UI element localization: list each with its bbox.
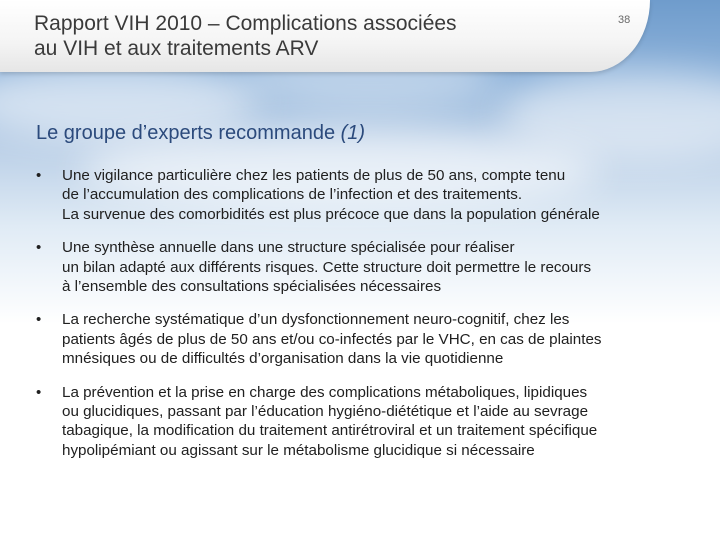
- title-line: Rapport VIH 2010 – Complications associées: [34, 12, 457, 35]
- item-line: Une vigilance particulière chez les patients de plus de 50 ans, compte tenu: [62, 167, 566, 184]
- item-line: La recherche systématique d’un dysfonctionnement neuro-cognitif, chez les: [62, 311, 570, 329]
- slide-title: [34, 11, 574, 61]
- bullet-icon: •: [36, 167, 42, 184]
- title-line: au VIH et aux traitements ARV: [34, 37, 319, 60]
- item-line: patients âgés de plus de 50 ans et/ou co-infectés par le VHC, en cas de plaintes: [62, 330, 602, 348]
- bullet-icon: •: [36, 383, 42, 401]
- title-banner: [0, 0, 650, 72]
- item-line: ou glucidiques, passant par l’éducation hygiéno-diététique et l’aide au sevrage: [62, 403, 589, 421]
- list-item: [36, 166, 706, 224]
- item-line: hypolipémiant ou agissant sur le métabolisme glucidique si nécessaire: [62, 441, 535, 459]
- bullet-icon: •: [36, 239, 42, 257]
- heading-note: (1): [340, 122, 366, 144]
- list-item: [36, 310, 706, 368]
- item-line: Une synthèse annuelle dans une structure spécialisée pour réaliser: [62, 239, 515, 257]
- page-number: 38: [618, 14, 631, 26]
- item-line: La survenue des comorbidités est plus précoce que dans la population générale: [62, 205, 600, 223]
- item-line: à l’ensemble des consultations spécialisées nécessaires: [62, 278, 442, 296]
- list-item: [36, 238, 706, 296]
- heading-text: Le groupe d’experts recommande: [36, 122, 336, 144]
- item-line: tabagique, la modification du traitement antirétroviral et un traitement spécifique: [62, 422, 598, 440]
- list-item: [36, 383, 706, 461]
- bullet-icon: •: [36, 311, 42, 329]
- item-line: La prévention et la prise en charge des complications métaboliques, lipidiques: [62, 383, 588, 401]
- item-line: de l’accumulation des complications de l’infection et des traitements.: [62, 186, 523, 204]
- item-line: un bilan adapté aux différents risques. Cette structure doit permettre le recours: [62, 258, 592, 276]
- recommendation-list: [36, 166, 706, 474]
- item-line: mnésiques ou de difficultés d’organisation dans la vie quotidienne: [62, 350, 504, 368]
- section-heading: [36, 122, 365, 145]
